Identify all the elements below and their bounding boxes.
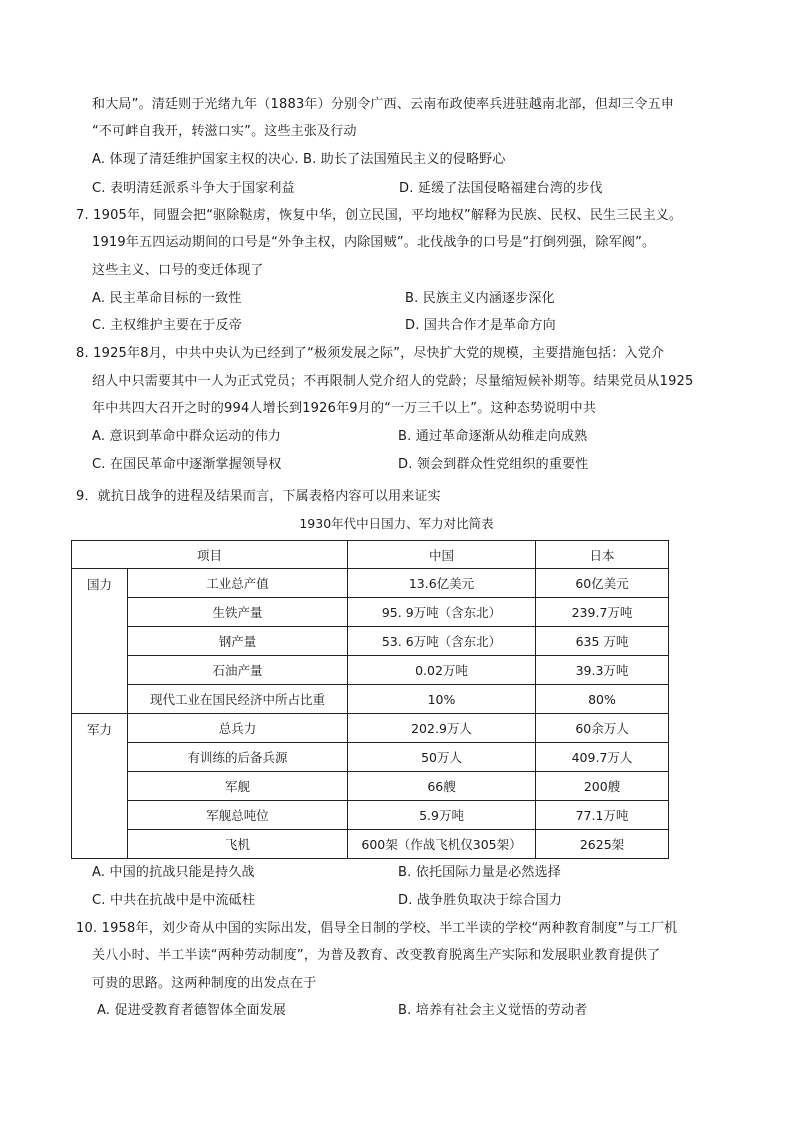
cell-china: 50万人: [348, 743, 536, 772]
q7-option-a: A. 民主革命目标的一致性: [92, 291, 242, 306]
cell-japan: 80%: [536, 685, 669, 714]
row-item: 现代工业在国民经济中所占比重: [128, 685, 348, 714]
cell-japan: 39.3万吨: [536, 656, 669, 685]
q8-option-a: A. 意识到革命中群众运动的伟力: [92, 429, 282, 444]
group-label-national-power: 国力: [72, 569, 128, 714]
cell-japan: 2625架: [536, 830, 669, 859]
cell-japan: 200艘: [536, 772, 669, 801]
q8-stem-line-3: 年中共四大召开之时的994人增长到1926年9月的“一万三千以上”。这种态势说明中共: [92, 401, 597, 416]
q7-option-b: B. 民族主义内涵逐步深化: [405, 291, 555, 306]
row-item: 军舰总吨位: [128, 801, 348, 830]
q6-text-line-1: 和大局”。清廷则于光绪九年（1883年）分别令广西、云南布政使率兵进驻越南北部，但却三令五申: [92, 97, 675, 112]
q7-stem-line-2: 1919年五四运动期间的口号是“外争主权，内除国贼”。北伐战争的口号是“打倒列强，除军阀”。: [92, 235, 656, 250]
q8-option-d: D. 领会到群众性党组织的重要性: [398, 457, 589, 472]
q9-option-b: B. 依托国际力量是必然选择: [398, 865, 561, 880]
q7-stem-line-1: 7. 1905年，同盟会把“驱除鞑虏，恢复中华，创立民国，平均地权”解释为民族、民权、民生三民主义。: [76, 208, 683, 223]
row-item: 有训练的后备兵源: [128, 743, 348, 772]
cell-china: 10%: [348, 685, 536, 714]
q10-stem-line-3: 可贵的思路。这两种制度的出发点在于: [92, 976, 317, 991]
header-japan: 日本: [536, 541, 669, 569]
row-item: 军舰: [128, 772, 348, 801]
cell-china: 600架（作战飞机仅305架）: [348, 830, 536, 859]
cell-japan: 60亿美元: [536, 569, 669, 598]
q9-stem: 9．就抗日战争的进程及结果而言，下属表格内容可以用来证实: [76, 489, 441, 504]
row-item: 钢产量: [128, 627, 348, 656]
cell-japan: 635 万吨: [536, 627, 669, 656]
cell-japan: 60余万人: [536, 714, 669, 743]
table-header-row: [72, 541, 669, 569]
table-row: [72, 569, 669, 598]
q8-stem-line-2: 绍人中只需要其中一人为正式党员；不再限制人党介绍人的党龄；尽量缩短候补期等。结果党员从1925: [92, 374, 694, 389]
cell-china: 13.6亿美元: [348, 569, 536, 598]
cell-china: 66艘: [348, 772, 536, 801]
header-china: 中国: [348, 541, 536, 569]
table-row: [72, 598, 669, 627]
row-item: 生铁产量: [128, 598, 348, 627]
q10-option-a: A. 促进受教育者德智体全面发展: [97, 1003, 287, 1018]
cell-japan: 409.7万人: [536, 743, 669, 772]
table-row: [72, 772, 669, 801]
q7-option-c: C. 主权维护主要在于反帝: [92, 318, 242, 333]
q10-stem-line-1: 10. 1958年，刘少奇从中国的实际出发，倡导全日制的学校、半工半读的学校“两种教育制度”与工厂机: [76, 921, 678, 936]
q9-option-a: A. 中国的抗战只能是持久战: [92, 865, 255, 880]
cell-china: 202.9万人: [348, 714, 536, 743]
q8-stem-line-1: 8. 1925年8月，中共中央认为已经到了“极须发展之际”，尽快扩大党的规模，主要措施包括：入党介: [76, 346, 665, 361]
row-item: 石油产量: [128, 656, 348, 685]
table-row: [72, 714, 669, 743]
q6-option-a-b: A. 体现了清廷维护国家主权的决心. B. 助长了法国殖民主义的侵略野心: [92, 152, 506, 167]
q8-option-c: C. 在国民革命中逐渐掌握领导权: [92, 457, 282, 472]
comparison-table: [71, 540, 669, 859]
row-item: 工业总产值: [128, 569, 348, 598]
cell-china: 95. 9万吨（含东北）: [348, 598, 536, 627]
table-row: [72, 830, 669, 859]
q8-option-b: B. 通过革命逐渐从幼稚走向成熟: [398, 429, 588, 444]
header-item: 项目: [72, 541, 348, 569]
table-row: [72, 743, 669, 772]
table-row: [72, 656, 669, 685]
q7-option-d: D. 国共合作才是革命方向: [405, 318, 556, 333]
table-row: [72, 801, 669, 830]
q6-text-line-2: “不可衅自我开，转滋口实”。这些主张及行动: [92, 124, 357, 139]
table-row: [72, 627, 669, 656]
row-item: 总兵力: [128, 714, 348, 743]
table-caption: 1930年代中日国力、军力对比简表: [299, 516, 494, 531]
q10-option-b: B. 培养有社会主义觉悟的劳动者: [398, 1003, 588, 1018]
q10-stem-line-2: 关八小时、半工半读“两种劳动制度”，为普及教育、改变教育脱离生产实际和发展职业教育提供了: [92, 948, 661, 963]
table-row: [72, 685, 669, 714]
q9-option-d: D. 战争胜负取决于综合国力: [398, 893, 563, 908]
q7-stem-line-3: 这些主义、口号的变迁体现了: [92, 263, 264, 278]
cell-china: 53. 6万吨（含东北）: [348, 627, 536, 656]
cell-japan: 77.1万吨: [536, 801, 669, 830]
cell-china: 0.02万吨: [348, 656, 536, 685]
cell-china: 5.9万吨: [348, 801, 536, 830]
q6-option-d: D. 延缓了法国侵略福建台湾的步伐: [399, 181, 603, 196]
row-item: 飞机: [128, 830, 348, 859]
group-label-military-power: 军力: [72, 714, 128, 859]
q6-option-c: C. 表明清廷派系斗争大于国家利益: [92, 181, 295, 196]
cell-japan: 239.7万吨: [536, 598, 669, 627]
q9-option-c: C. 中共在抗战中是中流砥柱: [92, 893, 256, 908]
